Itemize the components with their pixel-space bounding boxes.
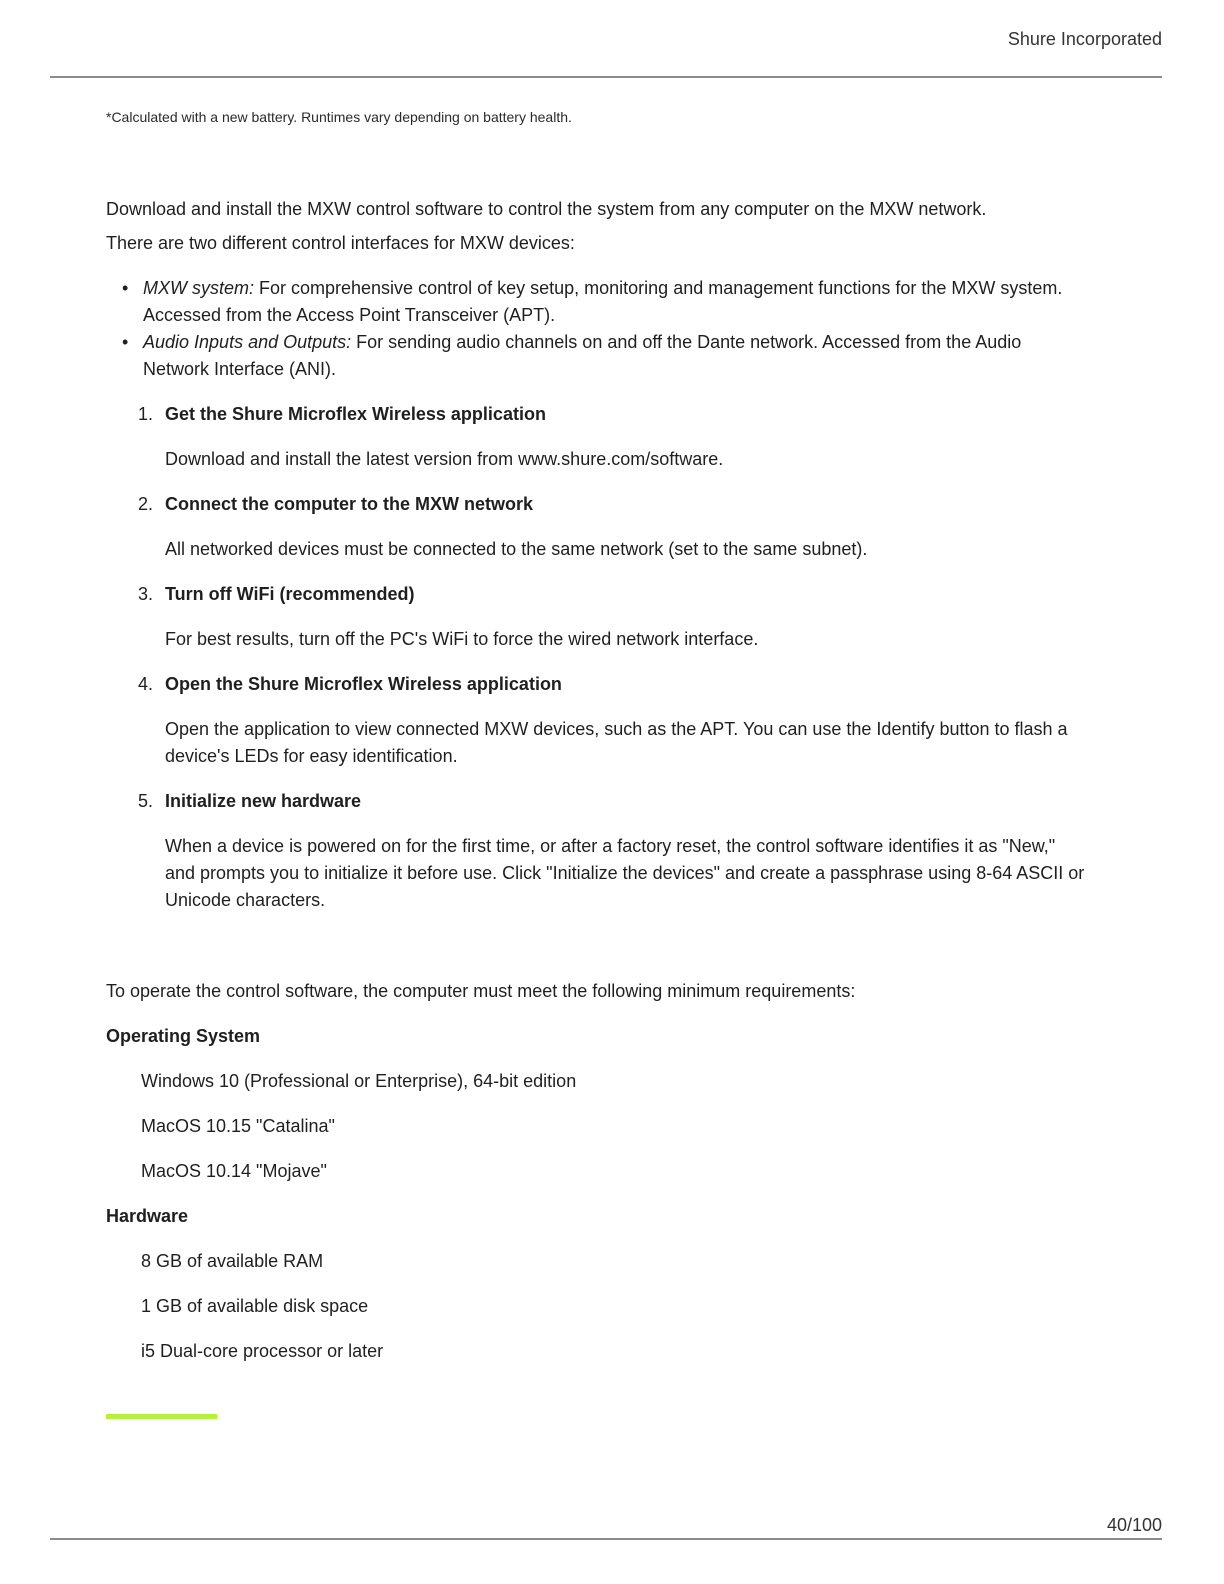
os-requirement: Windows 10 (Professional or Enterprise), 64-bit edition (141, 1071, 577, 1091)
step-item (106, 671, 1086, 770)
header-divider (50, 76, 1162, 78)
hardware-requirement: 1 GB of available disk space (141, 1296, 369, 1316)
list-item (106, 275, 1086, 329)
step-body: Download and install the latest version from www.shure.com/software. (165, 449, 724, 469)
step-item (106, 788, 1086, 914)
os-requirement: MacOS 10.14 "Mojave" (141, 1161, 327, 1181)
accent-bar (106, 1414, 217, 1419)
step-body: Open the application to view connected MXW devices, such as the APT. You can use the Identify button to flash a device's LEDs for easy identification. (165, 719, 1068, 766)
interface-description: For comprehensive control of key setup, monitoring and management functions for the MXW system. Accessed from the Access Point Transceiver (APT). (143, 278, 1063, 325)
step-body: For best results, turn off the PC's WiFi to force the wired network interface. (165, 629, 759, 649)
header-company-name: Shure Incorporated (1007, 29, 1162, 49)
step-item (106, 581, 1086, 653)
hardware-heading: Hardware (106, 1206, 189, 1226)
step-title: Initialize new hardware (165, 791, 362, 811)
footer-divider (50, 1538, 1162, 1540)
interface-term: MXW system: (143, 278, 254, 298)
hardware-requirement: i5 Dual-core processor or later (141, 1341, 384, 1361)
step-item (106, 401, 1086, 473)
interfaces-lead: There are two different control interfaces for MXW devices: (106, 233, 575, 253)
intro-paragraph: Download and install the MXW control software to control the system from any computer on the MXW network. (106, 199, 987, 219)
os-heading: Operating System (106, 1026, 261, 1046)
page-number: 40/100 (1106, 1515, 1162, 1535)
hardware-requirement: 8 GB of available RAM (141, 1251, 324, 1271)
interface-description: For sending audio channels on and off the Dante network. Accessed from the Audio Network Interface (ANI). (143, 332, 1022, 379)
step-title: Open the Shure Microflex Wireless application (165, 674, 562, 694)
step-number: 1. (138, 404, 154, 424)
step-item (106, 491, 1086, 563)
step-number: 3. (138, 584, 154, 604)
step-number: 5. (138, 791, 154, 811)
requirements-intro: To operate the control software, the computer must meet the following minimum requirements: (106, 981, 856, 1001)
interfaces-list (106, 275, 1086, 383)
os-requirement: MacOS 10.15 "Catalina" (141, 1116, 335, 1136)
setup-steps (106, 401, 1086, 914)
step-body: All networked devices must be connected to the same network (set to the same subnet). (165, 539, 868, 559)
step-number: 2. (138, 494, 154, 514)
bullet-icon: • (122, 278, 129, 298)
step-title: Connect the computer to the MXW network (165, 494, 534, 514)
interface-term: Audio Inputs and Outputs: (143, 332, 352, 352)
step-title: Turn off WiFi (recommended) (165, 584, 415, 604)
step-title: Get the Shure Microflex Wireless application (165, 404, 546, 424)
step-body: When a device is powered on for the first time, or after a factory reset, the control software identifies it as "New," and prompts you to initialize it before use. Click "Initialize the devices" and create a passphrase using 8-64 ASCII or Unicode characters. (165, 836, 1085, 910)
step-number: 4. (138, 674, 154, 694)
battery-footnote: *Calculated with a new battery. Runtimes vary depending on battery health. (106, 109, 572, 125)
main-content (106, 196, 1086, 1383)
list-item (106, 329, 1086, 383)
bullet-icon: • (122, 332, 129, 352)
